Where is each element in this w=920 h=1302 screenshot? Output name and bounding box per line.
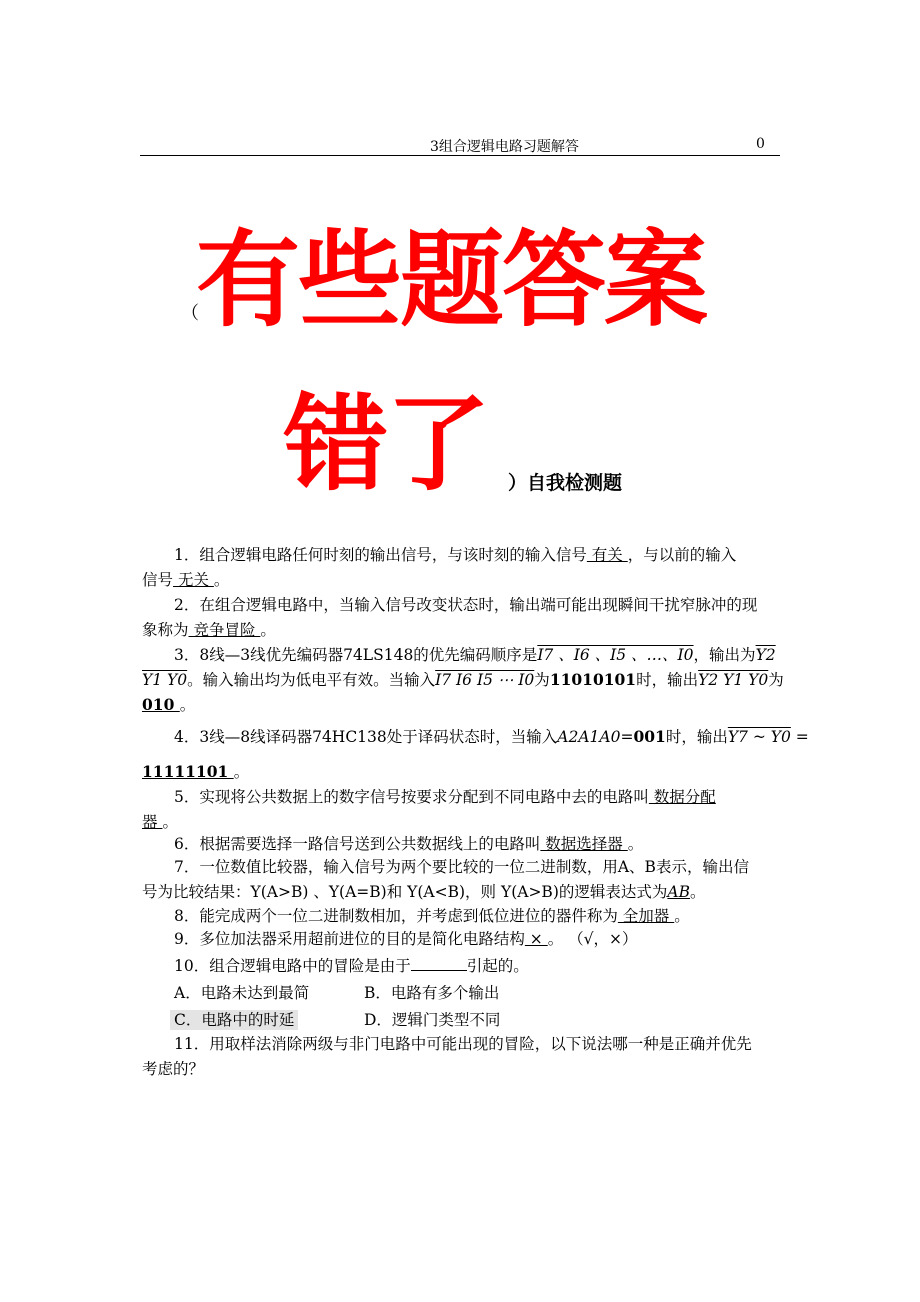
q5-line1 [174,787,716,807]
q2-line1 [174,595,757,615]
q3-output-y2: Y2 [755,646,776,664]
q9-text-a: 9．多位加法器采用超前进位的目的是简化电路结构 [174,930,525,948]
q6-text-c: 。 [627,835,644,853]
q4-text-c: = [790,728,809,746]
q8-text-a: 8．能完成两个一位二进制数相加，并考虑到低位进位的器件称为 [174,907,618,925]
q9-line1 [174,929,638,949]
q3-line1 [174,645,776,665]
q3-text-c: 。输入输出均为低电平有效。当输入 [187,671,436,689]
q2-text-b: 象称为 [142,621,189,639]
q5-line2 [142,812,178,832]
q3-line2 [142,670,784,690]
q6-line1 [174,834,643,854]
q10-text-a: 10．组合逻辑电路中的冒险是由于 [174,957,411,975]
q4-outputs: Y7 ~ Y0 [727,728,791,746]
banner-line-2: 错了 [284,383,489,505]
header-rule [140,155,780,156]
q6-answer: 数据选择器 [540,835,628,853]
q4-text-b: 时，输出 [665,728,728,746]
q4-line2 [142,762,249,782]
q3-text-a: 3．8线—3线优先编码器74LS148的优先编码顺序是 [174,646,538,664]
q10-text-b: 引起的。 [466,957,529,975]
q4-text-a: 4．3线—8线译码器74HC138处于译码状态时，当输入 [174,728,558,746]
q3-text-f: 为 [768,671,784,689]
q7-line2 [142,882,705,902]
q5-text-a: 5．实现将公共数据上的数字信号按要求分配到不同电路中去的电路叫 [174,788,649,806]
q8-text-c: 。 [674,907,690,925]
q3-text-g: 。 [179,696,196,714]
q10-blank [411,956,467,971]
q3-inputs: I7 I6 I5 ⋯ I0 [435,671,535,689]
q1-text-c: 信号 [142,571,174,589]
q7-text-c: 。 [689,883,706,901]
q5-text-c: 。 [162,813,178,831]
section-title: ）自我检测题 [508,472,623,494]
q11-line2: 考虑的？ [142,1060,205,1078]
q10-option-a: A．电路未达到最简 [174,984,310,1002]
q10-line1 [174,956,529,976]
q4-line1 [174,727,809,747]
q2-line2 [142,620,276,640]
q4-input-value: 001 [633,727,666,746]
q2-text-a: 2．在组合逻辑电路中，当输入信号改变状态时，输出端可能出现瞬间干扰窄脉冲的现 [174,596,758,614]
q1-text-d: 。 [213,571,230,589]
q1-answer-2: 无关 [173,571,214,589]
q7-text-b: 号为比较结果：Y(A>B) 、Y(A=B)和 Y(A<B)，则 Y(A>B)的逻辑表达式为 [142,883,668,901]
q3-text-d: 为 [534,671,550,689]
banner-paren-open: （ [181,303,199,324]
q4-equals: = [620,728,634,746]
q8-answer: 全加器 [617,907,675,925]
q9-answer: × [524,930,548,948]
q7-line1 [174,857,749,877]
q3-answer: 010 [142,695,180,714]
q10-option-b: B．电路有多个输出 [364,984,500,1002]
q4-text-d: 。 [233,763,250,781]
q11-line1: 11．用取样法消除两级与非门电路中可能出现的冒险，以下说法哪一种是正确并优先 [174,1035,752,1053]
q10-option-d: D．逻辑门类型不同 [364,1011,501,1029]
q3-output-y1y0: Y1 Y0 [142,671,188,689]
q9-text-c: 。 （√，×） [547,930,638,948]
banner-line-1: 有些题答案 [196,219,707,341]
q1-answer-1: 有关 [586,546,628,564]
q10-option-c [170,1010,298,1030]
q10-option-c-label: C．电路中的时延 [170,1010,298,1030]
q2-text-c: 。 [260,621,276,639]
page-number: 0 [756,136,765,152]
q3-priority-sequence: I7 、I6 、I5 、…、I0 [537,646,694,664]
q1-text-a: 1．组合逻辑电路任何时刻的输出信号，与该时刻的输入信号 [174,546,587,564]
q1-line2 [142,570,229,590]
q5-answer-part1: 数据分配 [648,788,716,806]
q3-input-value: 11010101 [549,670,637,689]
q7-answer: AB [667,883,690,901]
q4-inputs: A2A1A0 [557,728,621,746]
q4-answer: 11111101 [142,762,234,781]
q3-outputs: Y2 Y1 Y0 [698,671,769,689]
q1-text-b: ，与以前的输入 [627,546,737,564]
q7-text-a: 7．一位数值比较器，输入信号为两个要比较的一位二进制数，用A、B表示，输出信 [174,858,749,876]
q3-text-e: 时，输出 [636,671,699,689]
q1-line1 [174,545,736,565]
q6-text-a: 6．根据需要选择一路信号送到公共数据线上的电路叫 [174,835,541,853]
q2-answer: 竞争冒险 [188,621,261,639]
q8-line1 [174,906,690,926]
header-title: 3组合逻辑电路习题解答 [430,139,579,155]
q3-line3 [142,695,195,715]
q3-text-b: ，输出为 [693,646,756,664]
q5-answer-part2: 器 [142,813,163,831]
